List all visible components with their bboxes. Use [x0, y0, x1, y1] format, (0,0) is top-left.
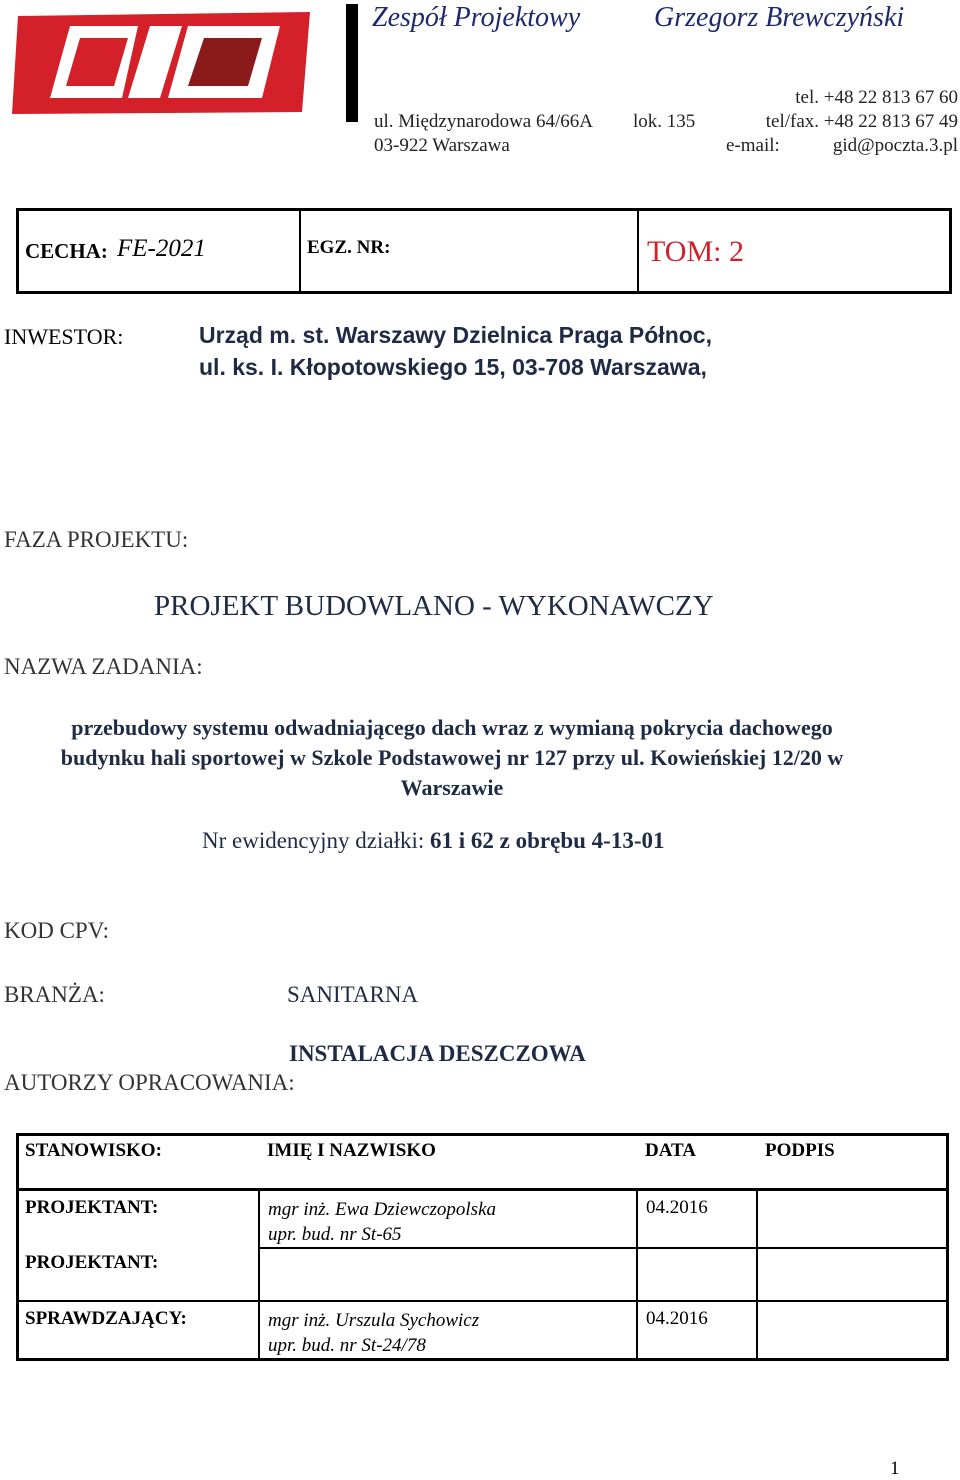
row-name-line2: upr. bud. nr St-24/78 [268, 1335, 426, 1356]
header-imie-nazwisko: IMIĘ I NAZWISKO [259, 1135, 637, 1190]
row-stanowisko: PROJEKTANT: [25, 1197, 159, 1218]
row-name-line2: upr. bud. nr St-65 [268, 1224, 402, 1245]
row-name-line1: mgr inż. Ewa Dziewczopolska [268, 1199, 496, 1220]
dzialka-value: 61 i 62 z obrębu 4-13-01 [430, 828, 665, 853]
row-stanowisko: SPRAWDZAJĄCY: [25, 1308, 187, 1329]
inwestor-label: INWESTOR: [4, 324, 124, 349]
faza-label: FAZA PROJEKTU: [4, 527, 189, 552]
address-city: 03-922 Warszawa [374, 135, 510, 156]
firm-name-part2: Grzegorz Brewczyński [654, 2, 905, 33]
fax: tel/fax. +48 22 813 67 49 [765, 111, 958, 132]
address-street: ul. Międzynarodowa 64/66A [374, 111, 593, 132]
address-lok: lok. 135 [633, 111, 696, 132]
phone: tel. +48 22 813 67 60 [795, 87, 958, 108]
row-name [259, 1248, 637, 1301]
row-data [637, 1248, 757, 1301]
row-podpis [757, 1301, 948, 1360]
autorzy-label: AUTORZY OPRACOWANIA: [4, 1070, 295, 1095]
faza-value: PROJEKT BUDOWLANO - WYKONAWCZY [154, 590, 714, 622]
email: gid@poczta.3.pl [832, 135, 958, 156]
row-data: 04.2016 [637, 1301, 757, 1360]
cecha-label: CECHA: [25, 239, 108, 263]
header-podpis: PODPIS [757, 1135, 948, 1190]
row-name [259, 1301, 637, 1360]
authors-table [16, 1133, 949, 1361]
row-data: 04.2016 [637, 1190, 757, 1249]
row-name [259, 1190, 637, 1249]
email-label: e-mail: [726, 135, 780, 156]
zadanie-line1: przebudowy systemu odwadniającego dach wraz z wymianą pokrycia dachowego [71, 715, 833, 740]
page-number: 1 [890, 1458, 900, 1479]
inwestor-line1: Urząd m. st. Warszawy Dzielnica Praga Północ, [199, 322, 712, 348]
zadanie-line3: Warszawie [400, 775, 504, 800]
table-row [18, 1190, 948, 1249]
inwestor-line2: ul. ks. I. Kłopotowskiego 15, 03-708 Warszawa, [199, 354, 707, 380]
kod-cpv-label: KOD CPV: [4, 918, 110, 943]
zadanie-label: NAZWA ZADANIA: [4, 654, 203, 679]
instalacja-value: INSTALACJA DESZCZOWA [289, 1041, 586, 1066]
cecha-box [16, 208, 952, 294]
cecha-value: FE-2021 [117, 235, 206, 262]
zadanie-line2: budynku hali sportowej w Szkole Podstawowej nr 127 przy ul. Kowieńskiej 12/20 w [60, 745, 844, 770]
row-name-line1: mgr inż. Urszula Sychowicz [268, 1310, 480, 1331]
header-data: DATA [637, 1135, 757, 1190]
tom-label: TOM: 2 [647, 235, 744, 268]
dzialka-label: Nr ewidencyjny działki: [202, 828, 425, 853]
row-podpis [757, 1248, 948, 1301]
company-logo [10, 6, 312, 118]
table-row [18, 1301, 948, 1360]
header-stanowisko: STANOWISKO: [18, 1135, 260, 1190]
table-row [18, 1248, 948, 1301]
header-divider [346, 4, 358, 122]
row-stanowisko: PROJEKTANT: [18, 1248, 260, 1301]
branza-label: BRANŻA: [4, 982, 105, 1007]
egz-label: EGZ. NR: [307, 237, 391, 258]
branza-value: SANITARNA [287, 982, 419, 1007]
authors-table-header [18, 1135, 948, 1190]
firm-name-part1: Zespół Projektowy [372, 2, 581, 33]
dzialka-line [202, 828, 664, 854]
row-podpis [757, 1190, 948, 1249]
